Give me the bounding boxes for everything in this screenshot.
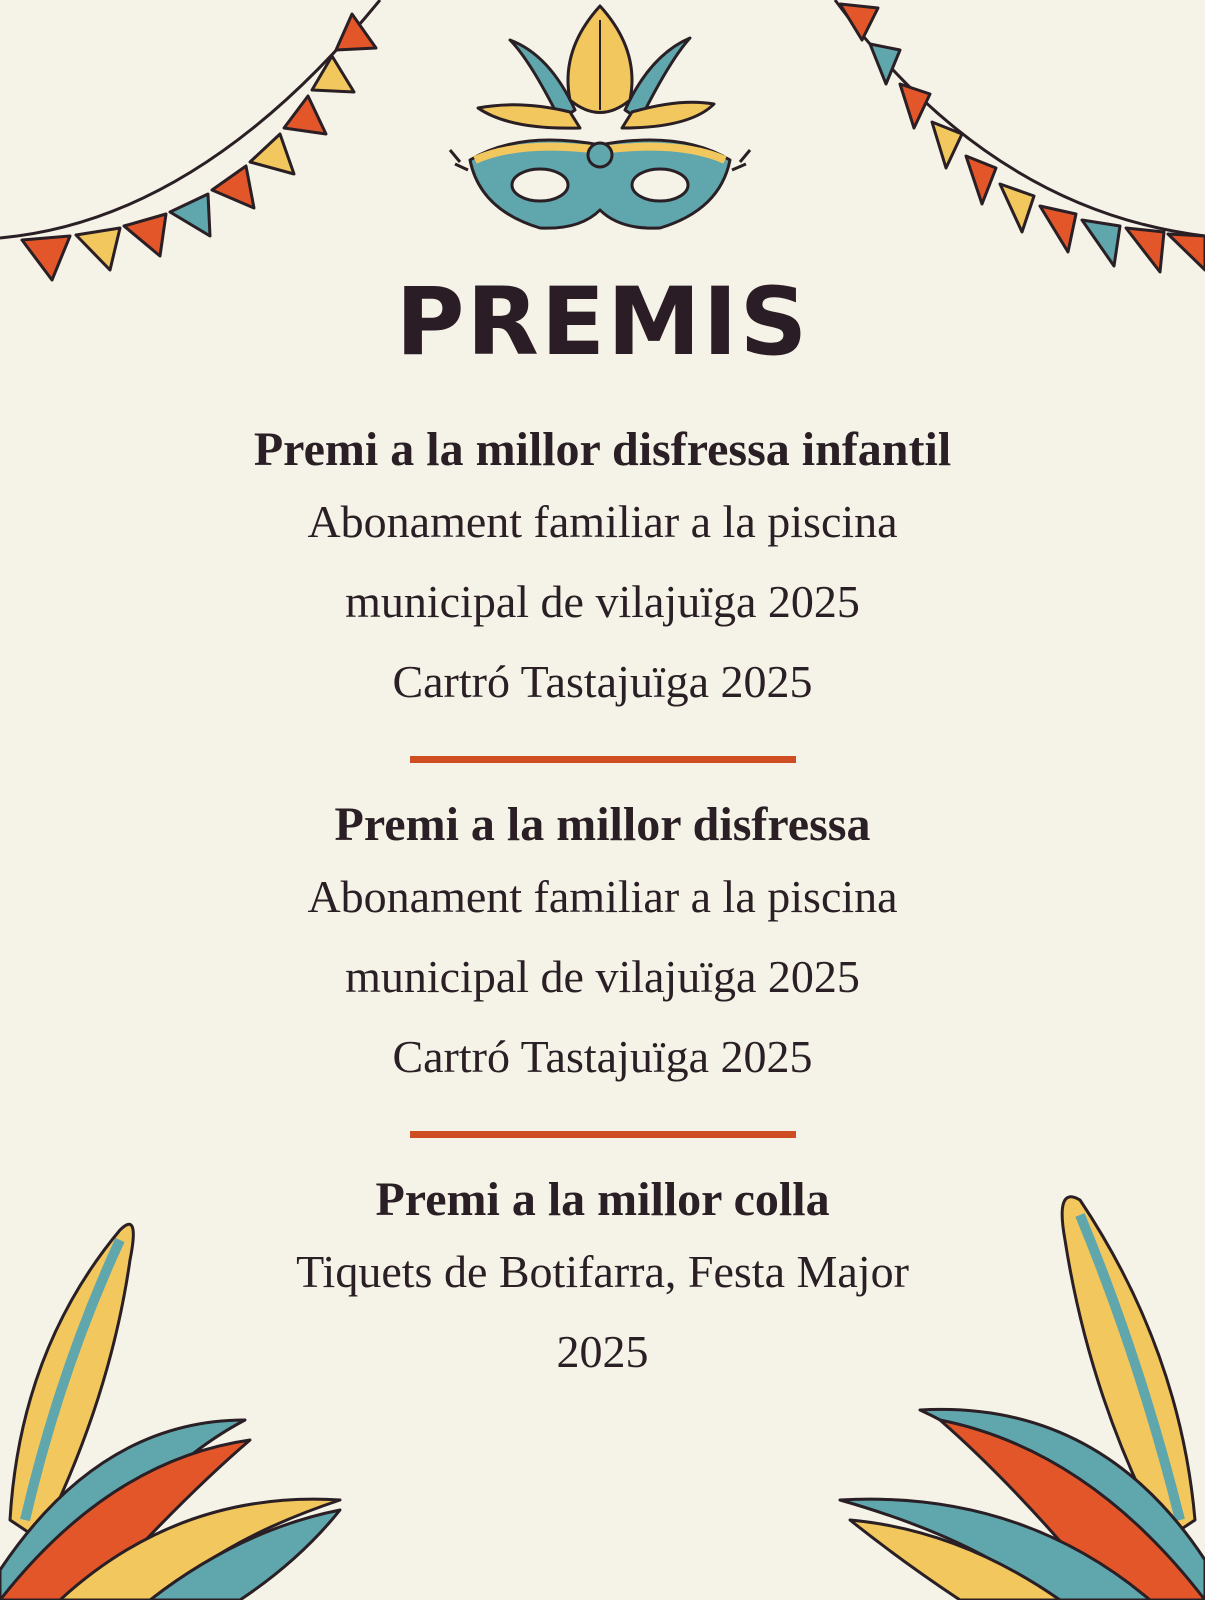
- prize-line: municipal de vilajuïga 2025: [345, 576, 860, 627]
- prize-title: Premi a la millor colla: [375, 1173, 830, 1226]
- prize-line: Abonament familiar a la piscina: [307, 871, 898, 922]
- page-title: PREMIS: [395, 268, 810, 377]
- prize-line: 2025: [556, 1326, 649, 1377]
- prize-line: Cartró Tastajuïga 2025: [392, 1031, 813, 1082]
- prize-title: Premi a la millor disfressa infantil: [253, 423, 952, 476]
- prize-title: Premi a la millor disfressa: [334, 798, 871, 851]
- prizes-list: [0, 418, 1205, 1392]
- prize-line: Tiquets de Botifarra, Festa Major: [296, 1246, 909, 1297]
- separator: [410, 756, 796, 763]
- bunting-right-icon: [835, 0, 1205, 272]
- prize-line: Cartró Tastajuïga 2025: [392, 656, 813, 707]
- separator: [410, 1131, 796, 1138]
- carnival-mask-icon: [450, 6, 750, 228]
- prize-children: [0, 418, 1205, 722]
- bunting-left-icon: [0, 0, 380, 280]
- prize-line: municipal de vilajuïga 2025: [345, 951, 860, 1002]
- prize-costume: [0, 793, 1205, 1097]
- prize-group: [0, 1168, 1205, 1392]
- prize-line: Abonament familiar a la piscina: [307, 496, 898, 547]
